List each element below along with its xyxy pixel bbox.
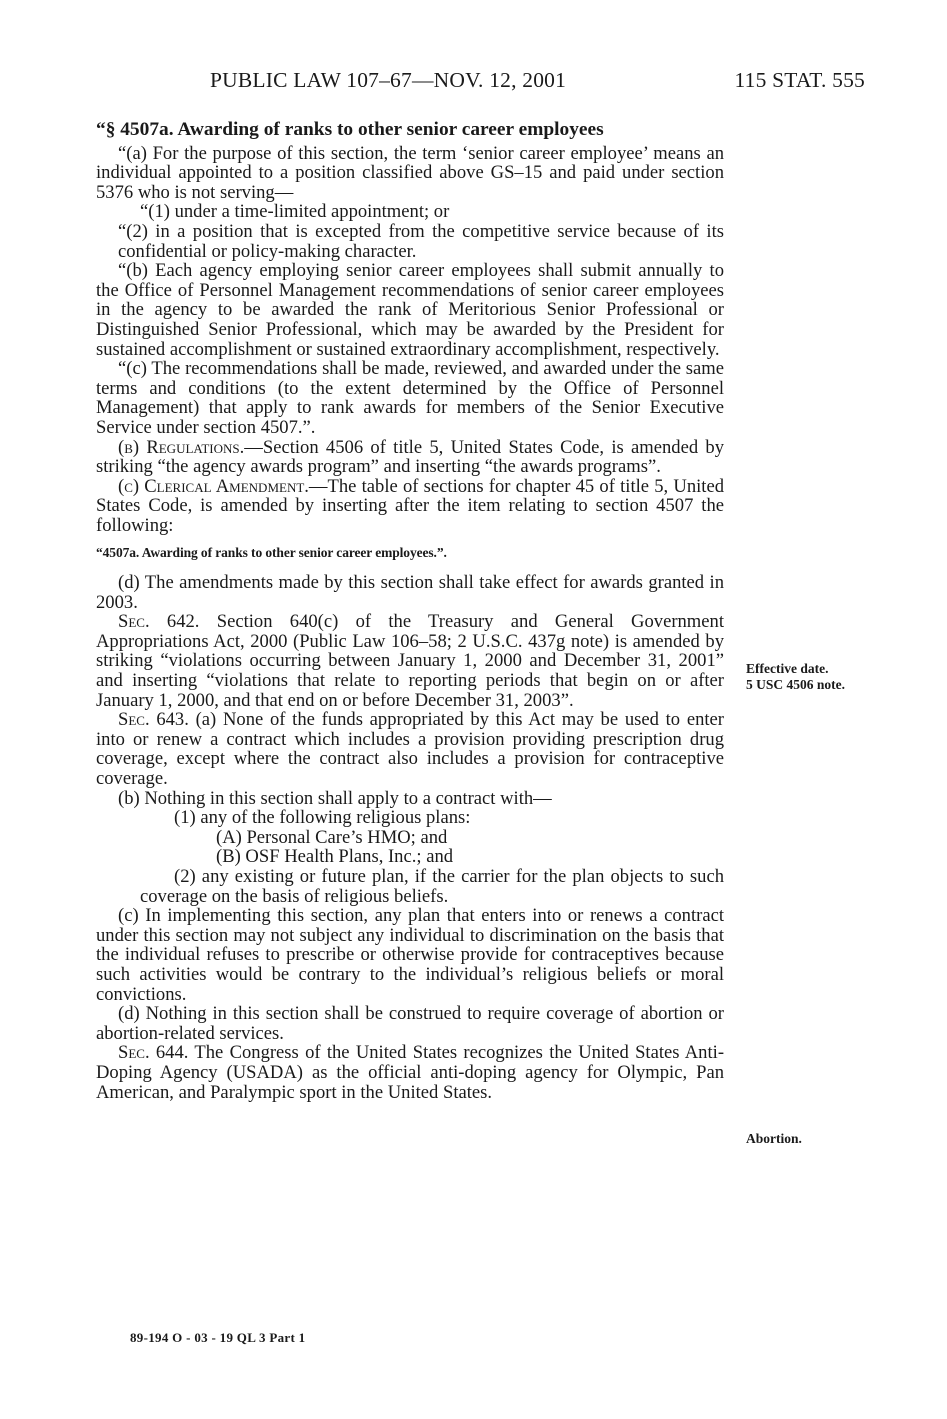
margin-note-abortion: Abortion. <box>746 1131 802 1146</box>
section-643-a-text: (a) None of the funds appropriated by this Act may be used to enter into or renew a contract which includes a provision providing prescription drug coverage, except where the contract also includes a provision for contraceptive coverage. <box>96 709 724 789</box>
section-643-label: Sec. 643. <box>118 709 189 731</box>
section-642-text: Section 640(c) of the Treasury and General Government Appropriations Act, 2000 (Public Law 106–58; 2 U.S.C. 437g note) is amended by striking “violations occurring between January 1, 2000 and December 31, 2001” and inserting “violations that relate to reporting periods that begin on or after January 1, 2000, and that end on or before December 31, 2003”. <box>96 611 724 711</box>
paragraph-d-effective-date: (d) The amendments made by this section shall take effect for awards granted in 2003. <box>96 572 724 613</box>
margin-note-effective-date: Effective date. <box>746 661 829 676</box>
table-of-sections-item: “4507a. Awarding of ranks to other senior career employees.”. <box>96 545 447 561</box>
section-643-b-1: (1) any of the following religious plans: <box>174 807 471 829</box>
regulations-text: —Section 4506 of title 5, United States Code, is amended by striking “the agency awards program” and inserting “the awards programs”. <box>96 436 725 478</box>
body-text <box>96 120 724 1102</box>
running-head <box>210 68 865 98</box>
section-643-b: (b) Nothing in this section shall apply to a contract with— <box>118 787 552 809</box>
clerical-amendment-label: (c) Clerical Amendment. <box>118 475 309 497</box>
print-job-code: 89-194 O - 03 - 19 QL 3 Part 1 <box>130 1330 306 1345</box>
public-law-citation: PUBLIC LAW 107–67—NOV. 12, 2001 <box>210 68 567 92</box>
section-643-b-2: (2) any existing or future plan, if the carrier for the plan objects to such coverage on the basis of religious beliefs. <box>140 865 724 907</box>
section-642 <box>96 612 724 710</box>
section-643-c: (c) In implementing this section, any plan that enters into or renews a contract under this section may not subject any individual to discrimination on the basis that the individual refuses to prescribe or otherwise provide for contraceptives because such activities would be contrary to the individual’s religious beliefs or moral convictions. <box>96 905 724 1005</box>
paragraph-c: “(c) The recommendations shall be made, reviewed, and awarded under the same terms and conditions (to the extent determined by the Office of Personnel Management) that apply to rank awards for members of the Senior Executive Service under section 4507.”. <box>96 358 724 438</box>
paragraph-b: “(b) Each agency employing senior career employees shall submit annually to the Office of Personnel Management recommendations of senior career employees in the agency to be awarded the rank of Meritorious Senior Professional or Distinguished Senior Professional, which may be awarded by the President for sustained accomplishment or sustained extraordinary accomplishment, respectively. <box>96 260 724 360</box>
paragraph-a-2: “(2) in a position that is excepted from the competitive service because of its confidential or policy-making character. <box>118 220 724 262</box>
section-heading: “§ 4507a. Awarding of ranks to other senior career employees <box>96 119 604 140</box>
paragraph-a-1: “(1) under a time-limited appointment; or <box>140 201 450 223</box>
section-643-d: (d) Nothing in this section shall be construed to require coverage of abortion or abortion-related services. <box>96 1003 724 1044</box>
clerical-amendment-text: —The table of sections for chapter 45 of title 5, United States Code, is amended by inserting after the item relating to section 4507 the following: <box>96 475 724 536</box>
section-643-a <box>96 710 724 788</box>
section-644-label: Sec. 644. <box>118 1042 189 1064</box>
statutes-page-number: 115 STAT. 555 <box>734 68 865 92</box>
section-642-label: Sec. 642. <box>118 611 200 633</box>
regulations-paragraph <box>96 438 724 477</box>
regulations-label: (b) Regulations. <box>118 436 245 458</box>
section-644-text: The Congress of the United States recognizes the United States Anti-Doping Agency (USADA) as the official anti-doping agency for Olympic, Pan American, and Paralympic sport in the United States. <box>96 1042 725 1103</box>
section-644 <box>96 1043 724 1102</box>
section-643-b-B: (B) OSF Health Plans, Inc.; and <box>216 846 454 868</box>
clerical-amendment-paragraph <box>96 477 724 536</box>
section-643-b-A: (A) Personal Care’s HMO; and <box>216 826 448 848</box>
paragraph-a: “(a) For the purpose of this section, the term ‘senior career employee’ means an individual appointed to a position classified above GS–15 and paid under section 5376 who is not serving— <box>96 142 724 203</box>
margin-note-usc-citation: 5 USC 4506 note. <box>746 677 846 692</box>
